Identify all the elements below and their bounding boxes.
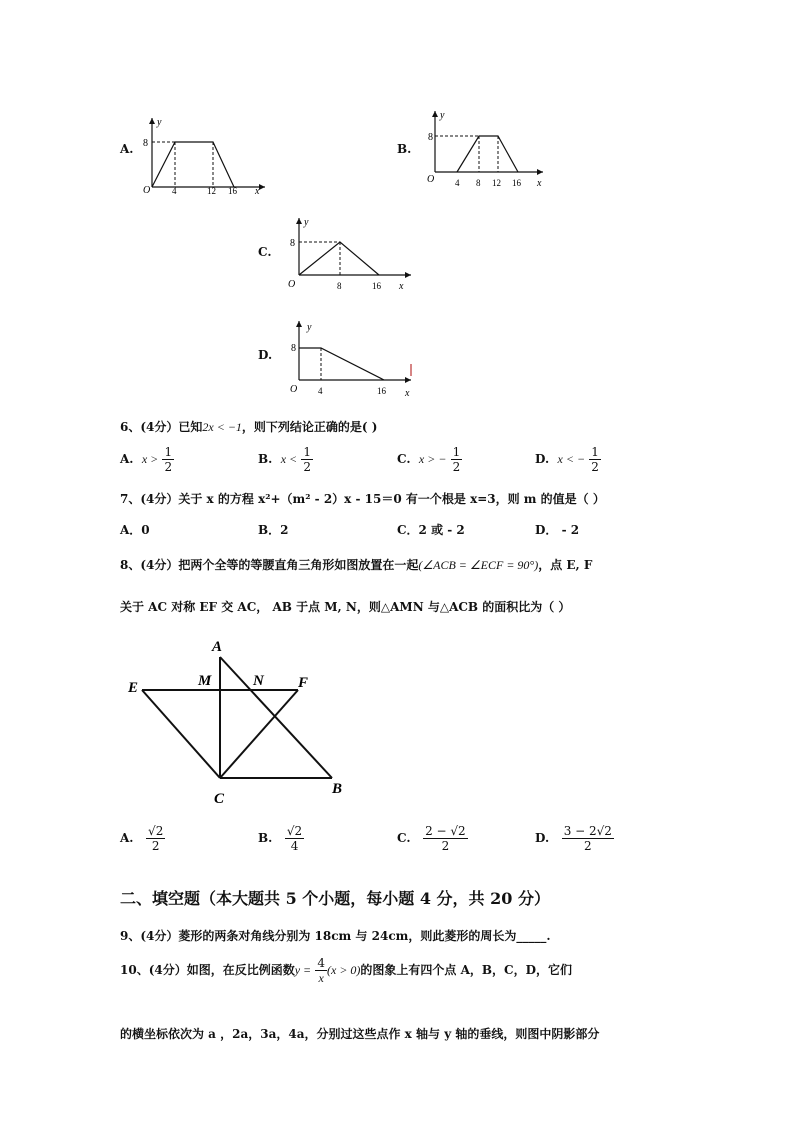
question-10-line2: 的横坐标依次为 a ，2a，3a，4a，分别过这些点作 x 轴与 y 轴的垂线，则图中阴影部分 xyxy=(120,1027,600,1041)
tick-12: 12 xyxy=(492,178,501,188)
x-axis-label: x xyxy=(255,186,260,195)
y-axis-label: y xyxy=(440,110,445,121)
point-a-label: A xyxy=(212,639,223,655)
question-6 xyxy=(120,418,377,435)
q7-option-c: C．2 或 - 2 xyxy=(397,523,465,537)
tick-8: 8 xyxy=(143,138,148,149)
tick-8: 8 xyxy=(428,132,433,143)
q7-option-d: D． - 2 xyxy=(535,523,580,537)
question-7: 7、(4分）关于 x 的方程 x²+（m² - 2）x - 15＝0 有一个根是 x=3，则 m 的值是（ ） xyxy=(120,492,605,506)
q8-option-a: A. $\frac{√2}{2}$ xyxy=(120,824,164,853)
tick-4: 4 xyxy=(318,386,323,396)
option-c-label: C. xyxy=(258,245,272,259)
q6-condition: 2x < −1 xyxy=(202,420,242,434)
origin-label: O xyxy=(143,185,151,195)
tick-4: 4 xyxy=(172,186,177,195)
q8-figure xyxy=(120,635,360,810)
tick-8: 8 xyxy=(290,238,295,249)
q7-option-a: A．0 xyxy=(120,523,150,537)
q8-option-d: D. $\frac{3 - 2√2}{2}$ xyxy=(535,824,612,853)
q6-option-b: B. x < $\frac{1}{2}$ xyxy=(258,445,311,474)
point-n-label: N xyxy=(253,673,264,689)
point-m-label: M xyxy=(198,673,212,689)
tick-4: 4 xyxy=(455,178,460,188)
x-axis-label: x xyxy=(399,281,404,292)
option-d-label: D. xyxy=(258,348,273,362)
question-8-line2: 关于 AC 对称 EF 交 AC， AB 于点 M, N，则△AMN 与△ACB 的面积比为（ ） xyxy=(120,600,571,614)
point-e-label: E xyxy=(128,680,139,696)
q6-option-d: D. x < − $\frac{1}{2}$ xyxy=(535,445,599,474)
point-c-label: C xyxy=(214,791,225,807)
q6-suffix: ，则下列结论正确的是( ) xyxy=(241,420,378,434)
graph-d xyxy=(283,318,418,404)
y-axis-label: y xyxy=(307,322,312,333)
origin-label: O xyxy=(290,384,298,395)
tick-16: 16 xyxy=(377,386,386,396)
q6-option-c: C. x > − $\frac{1}{2}$ xyxy=(397,445,461,474)
graph-b xyxy=(425,108,550,190)
q8-option-c: C. $\frac{2 - √2}{2}$ xyxy=(397,824,466,853)
y-axis-label: y xyxy=(157,117,162,128)
tick-16: 16 xyxy=(228,186,237,195)
q7-option-b: B．2 xyxy=(258,523,289,537)
q6-option-a: A. x > $\frac{1}{2}$ xyxy=(120,445,173,474)
option-a-label: A. xyxy=(120,142,134,156)
x-axis-label: x xyxy=(405,388,410,399)
question-10-line1: 10、(4分）如图，在反比例函数y = $\frac{4}{x}$ (x > 0)的图象上有四个点 A，B，C，D，它们 xyxy=(120,956,573,985)
point-f-label: F xyxy=(298,675,309,691)
x-axis-label: x xyxy=(537,178,542,189)
question-9: 9、(4分）菱形的两条对角线分别为 18cm 与 24cm，则此菱形的周长为_____. xyxy=(120,929,551,943)
tick-8: 8 xyxy=(337,281,342,291)
tick-8: 8 xyxy=(291,343,296,354)
q8-option-b: B. $\frac{√2}{4}$ xyxy=(258,824,303,853)
option-b-label: B. xyxy=(397,142,412,156)
origin-label: O xyxy=(427,174,435,185)
y-axis-label: y xyxy=(304,217,309,228)
tick-12: 12 xyxy=(207,186,216,195)
question-8-line1: 8、(4分）把两个全等的等腰直角三角形如图放置在一起(∠ACB = ∠ECF = 90°)，点 E, F xyxy=(120,558,593,572)
tick-16: 16 xyxy=(512,178,521,188)
graph-c xyxy=(283,215,418,297)
tick-16: 16 xyxy=(372,281,381,291)
q6-prefix: 6、(4分）已知 xyxy=(120,420,203,434)
point-b-label: B xyxy=(332,781,343,797)
origin-label: O xyxy=(288,279,296,290)
graph-a xyxy=(140,115,270,195)
section-title: 二、填空题（本大题共 5 个小题，每小题 4 分，共 20 分） xyxy=(120,889,550,908)
tick-8: 8 xyxy=(476,178,481,188)
